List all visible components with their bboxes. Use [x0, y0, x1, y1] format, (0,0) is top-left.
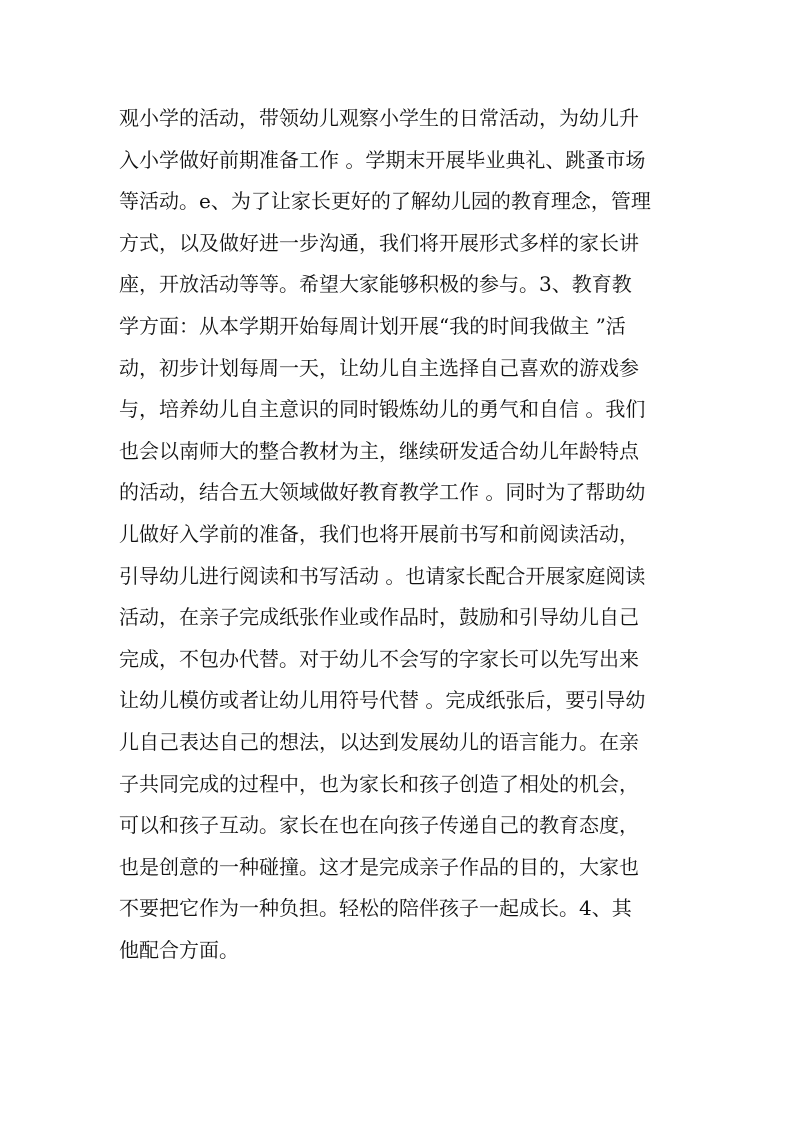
text-line: 儿做好入学前的准备，我们也将开展前书写和前阅读活动， [119, 521, 639, 546]
text-line: 的活动，结合五大领域做好教育教学工作 。同时为了帮助幼 [119, 480, 646, 505]
text-line: 方式，以及做好进一步沟通，我们将开展形式多样的家长讲 [119, 230, 639, 255]
body-paragraph [119, 98, 679, 971]
text-line: 引导幼儿进行阅读和书写活动 。也请家长配合开展家庭阅读 [119, 563, 646, 588]
text-line: 观小学的活动，带领幼儿观察小学生的日常活动，为幼儿升 [119, 106, 639, 130]
text-line: 与，培养幼儿自主意识的同时锻炼幼儿的勇气和自信 。我们 [119, 397, 646, 422]
text-line: 动，初步计划每周一天，让幼儿自主选择自己喜欢的游戏参 [119, 355, 639, 380]
text-line: 等活动。e、为了让家长更好的了解幼儿园的教育理念，管理 [119, 189, 651, 214]
text-line: 可以和孩子互动。家长在也在向孩子传递自己的教育态度， [119, 813, 639, 838]
text-line: 座，开放活动等等。希望大家能够积极的参与。3、教育教 [119, 272, 632, 297]
text-line: 也会以南师大的整合教材为主，继续研发适合幼儿年龄特点 [119, 438, 639, 463]
text-line: 让幼儿模仿或者让幼儿用符号代替 。完成纸张后，要引导幼 [119, 688, 646, 713]
text-line: 活动，在亲子完成纸张作业或作品时，鼓励和引导幼儿自己 [119, 605, 639, 630]
text-line: 儿自己表达自己的想法，以达到发展幼儿的语言能力。在亲 [119, 729, 639, 754]
text-line: 学方面：从本学期开始每周计划开展“我的时间我做主 ”活 [119, 313, 626, 338]
text-line: 也是创意的一种碰撞。这才是完成亲子作品的目的，大家也 [119, 854, 639, 879]
text-line: 不要把它作为一种负担。轻松的陪伴孩子一起成长。4、其 [119, 896, 632, 921]
text-line: 入小学做好前期准备工作 。学期末开展毕业典礼、跳蚤市场 [119, 147, 646, 172]
text-line: 他配合方面。 [119, 937, 239, 962]
text-line: 子共同完成的过程中，也为家长和孩子创造了相处的机会， [119, 771, 639, 796]
text-line: 完成，不包办代替。对于幼儿不会写的字家长可以先写出来 [119, 646, 639, 671]
